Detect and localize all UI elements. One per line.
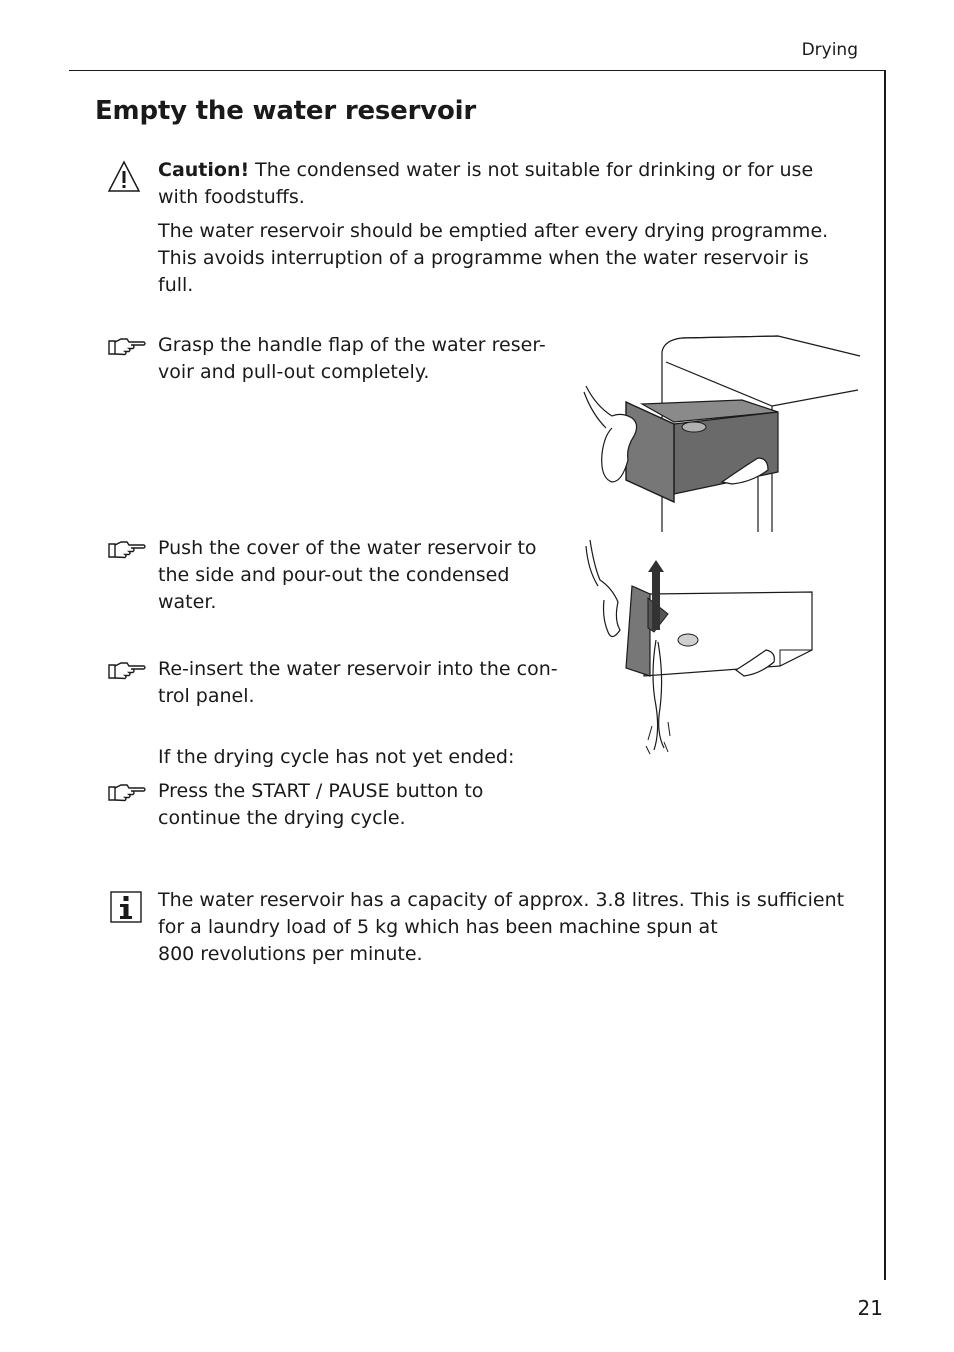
- pointing-hand-icon: [107, 782, 147, 804]
- info-line: 800 revolutions per minute.: [158, 943, 423, 965]
- step-line: Grasp the handle flap of the water reser-: [158, 334, 546, 356]
- step-line: Press the START / PAUSE button to: [158, 780, 484, 802]
- header-rule: [69, 70, 886, 71]
- step-line: continue the drying cycle.: [158, 807, 406, 829]
- info-paragraph: [158, 887, 844, 968]
- caution-label: Caution!: [158, 159, 250, 181]
- info-icon: [110, 891, 142, 923]
- step-4-text: [158, 778, 483, 832]
- step-1-text: [158, 332, 546, 386]
- page-title: Empty the water reservoir: [95, 96, 476, 126]
- page-number: 21: [857, 1296, 883, 1320]
- right-margin-rule: [884, 70, 886, 1280]
- step-line: Re-insert the water reservoir into the con-: [158, 658, 558, 680]
- step-line: trol panel.: [158, 685, 255, 707]
- header-section-title: Drying: [801, 40, 858, 60]
- info-line: for a laundry load of 5 kg which has been machine spun at: [158, 916, 718, 938]
- reservoir-pour-out-illustration: [584, 536, 816, 758]
- pointing-hand-icon: [107, 660, 147, 682]
- info-line: The water reservoir has a capacity of approx. 3.8 litres. This is sufficient: [158, 889, 845, 911]
- step-2-text: [158, 535, 537, 616]
- intro-line: full.: [158, 274, 194, 296]
- condition-text: If the drying cycle has not yet ended:: [158, 746, 515, 768]
- step-line: the side and pour-out the condensed: [158, 564, 510, 586]
- warning-triangle-icon: [107, 160, 141, 194]
- intro-line: This avoids interruption of a programme when the water reservoir is: [158, 247, 809, 269]
- caution-paragraph: [158, 157, 848, 211]
- step-line: voir and pull-out completely.: [158, 361, 430, 383]
- step-line: Push the cover of the water reservoir to: [158, 537, 537, 559]
- intro-paragraph: [158, 218, 828, 299]
- pointing-hand-icon: [107, 539, 147, 561]
- step-line: water.: [158, 591, 217, 613]
- caution-text: The condensed water is not suitable for drinking or for use with foodstuffs.: [158, 159, 814, 208]
- pointing-hand-icon: [107, 336, 147, 358]
- step-3-text: [158, 656, 558, 710]
- reservoir-pull-out-illustration: [582, 332, 864, 537]
- intro-line: The water reservoir should be emptied after every drying programme.: [158, 220, 829, 242]
